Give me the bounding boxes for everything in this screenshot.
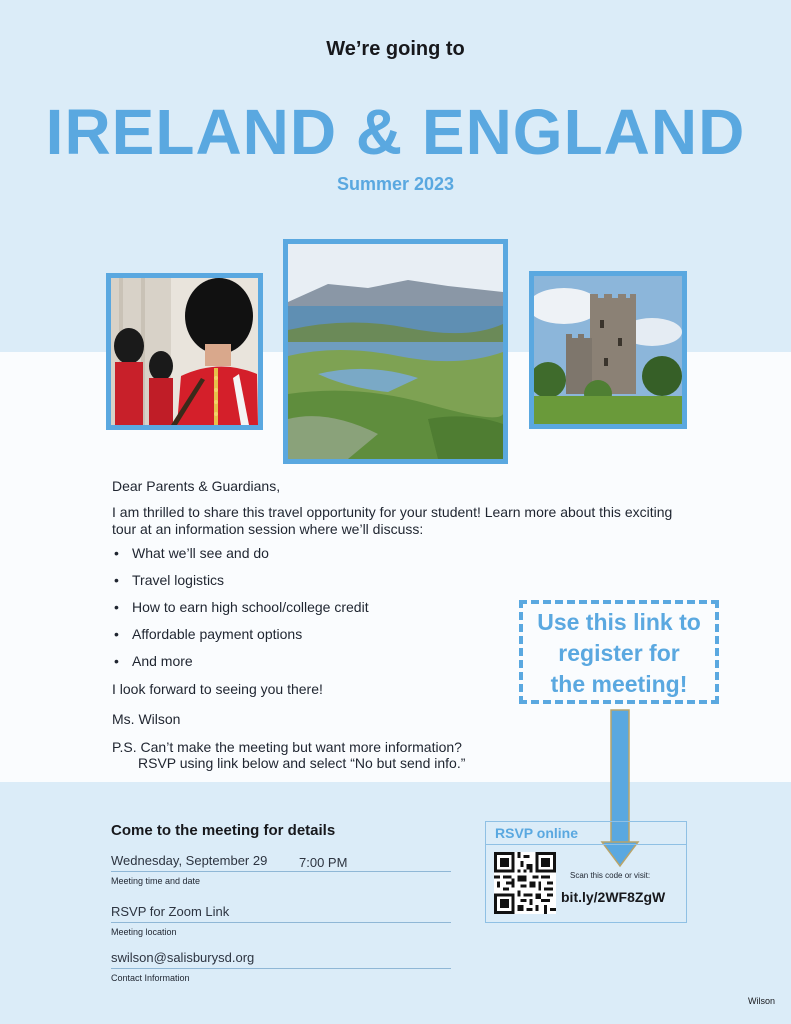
guard-photo [106, 273, 263, 430]
callout-line-3: the meeting! [550, 671, 688, 697]
details-title: Come to the meeting for details [111, 822, 336, 839]
letter-greeting: Dear Parents & Guardians, [112, 478, 281, 494]
rsvp-heading: RSVP online [486, 822, 686, 845]
rsvp-box [485, 821, 687, 923]
list-item: • How to earn high school/college credit [112, 599, 369, 626]
list-item: • Travel logistics [112, 572, 369, 599]
meeting-time: 7:00 PM [299, 855, 348, 870]
qr-code-icon[interactable] [494, 852, 556, 914]
rsvp-link[interactable]: bit.ly/2WF8ZgW [561, 889, 666, 905]
register-callout [519, 600, 719, 704]
pre-title: We’re going to [326, 38, 465, 60]
meeting-location: RSVP for Zoom Link [111, 904, 230, 919]
landscape-photo [283, 239, 508, 464]
callout-line-2: register for [558, 640, 680, 666]
scan-instruction: Scan this code or visit: [570, 871, 651, 880]
footer-name: Wilson [747, 996, 775, 1006]
subtitle: Summer 2023 [336, 174, 455, 194]
meeting-date-caption: Meeting time and date [111, 876, 201, 886]
meeting-location-field [111, 904, 451, 937]
contact-caption: Contact Information [111, 973, 190, 983]
letter-intro: I am thrilled to share this travel opportunity for your student! Learn more about this exciting tour at an information session where we’ll discuss: [112, 504, 673, 537]
page-title: IRELAND & ENGLAND [45, 96, 746, 168]
topic-list [112, 545, 369, 680]
meeting-location-caption: Meeting location [111, 927, 177, 937]
contact-email[interactable]: swilson@salisburysd.org [111, 950, 255, 965]
letter-closing: I look forward to seeing you there! [112, 681, 323, 697]
list-item: • What we’ll see and do [112, 545, 369, 572]
list-item: • And more [112, 653, 369, 680]
postscript-line-1: P.S. Can’t make the meeting but want more information? [112, 739, 462, 755]
postscript-line-2: RSVP using link below and select “No but send info.” [138, 755, 466, 771]
contact-field [111, 950, 451, 983]
castle-photo [529, 271, 687, 429]
letter-signoff: Ms. Wilson [112, 711, 181, 727]
list-item: • Affordable payment options [112, 626, 369, 653]
callout-line-1: Use this link to [537, 609, 701, 635]
meeting-date: Wednesday, September 29 [111, 853, 268, 868]
meeting-date-field [111, 853, 451, 886]
